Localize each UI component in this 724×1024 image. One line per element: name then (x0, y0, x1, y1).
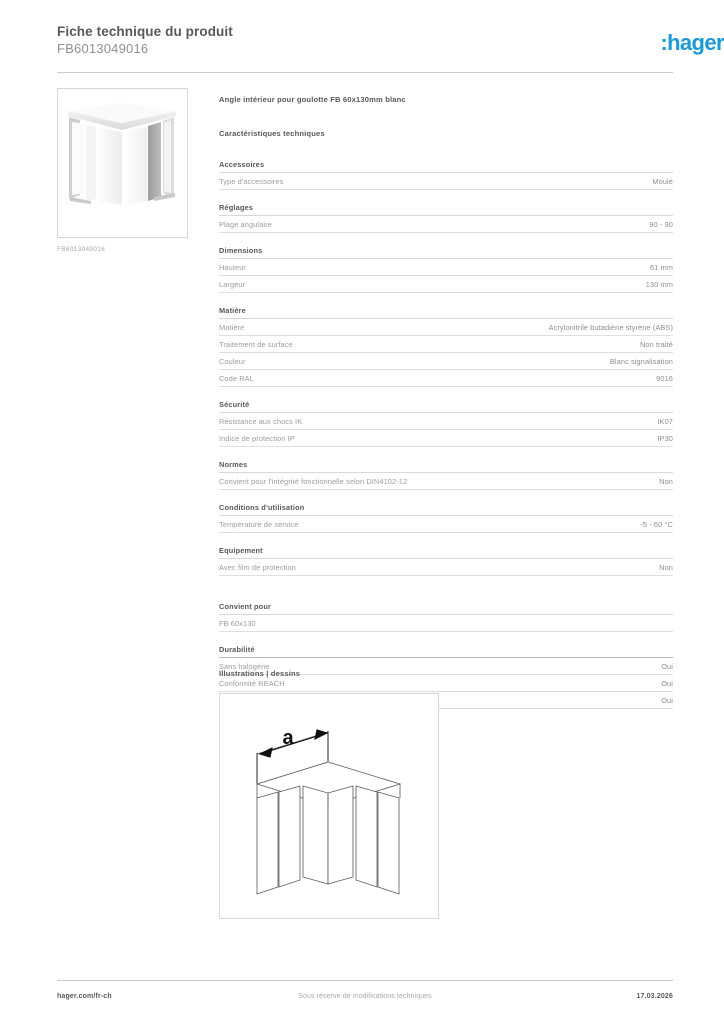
spec-row-label: Avec film de protection (219, 563, 296, 572)
spec-group (219, 160, 673, 190)
spec-group-title: Equipement (219, 546, 673, 559)
spec-row-value: Oui (661, 696, 673, 705)
page-title: Fiche technique du produit (57, 24, 233, 39)
spec-row-value: IP30 (657, 434, 673, 443)
spec-row-label: Température de service (219, 520, 299, 529)
spec-row (219, 516, 673, 533)
spec-group-title: Réglages (219, 203, 673, 216)
spec-row-label: Plage angulaire (219, 220, 272, 229)
spec-group-title: Matière (219, 306, 673, 319)
drawings-section (219, 669, 673, 919)
spec-row (219, 353, 673, 370)
spec-group (219, 546, 673, 576)
spec-group (219, 203, 673, 233)
spec-row (219, 413, 673, 430)
spec-row-label: FB 60x130 (219, 619, 256, 628)
header-divider (57, 72, 673, 73)
spec-row-label: Convient pour l'intégrité fonctionnelle selon DIN4102-12 (219, 477, 408, 486)
hager-logo: :hager (660, 30, 724, 55)
product-figure (57, 88, 188, 253)
spec-row-value: -5 - 60 °C (640, 520, 673, 529)
spec-row (219, 259, 673, 276)
spec-group (219, 503, 673, 533)
spec-group (219, 306, 673, 387)
spec-row (219, 473, 673, 490)
spec-row-value: Moulé (652, 177, 673, 186)
spec-row-value: Oui (661, 662, 673, 671)
footer-date: 17.03.2026 (636, 993, 673, 1000)
spec-row-value: Non traité (639, 340, 673, 349)
technical-line-drawing-inner-corner-icon (220, 694, 438, 918)
spec-row-value: 90 - 90 (649, 220, 673, 229)
footer-website[interactable]: hager.com/fr-ch (57, 993, 112, 1000)
spec-group-title: Normes (219, 460, 673, 473)
spec-group-title: Conditions d'utilisation (219, 503, 673, 516)
specifications-column (219, 95, 673, 722)
spec-group (219, 246, 673, 293)
spec-row (219, 276, 673, 293)
spec-group-title: Durabilité (219, 645, 673, 658)
spec-row-value: 130 mm (645, 280, 673, 289)
spec-group-title: Dimensions (219, 246, 673, 259)
spec-row-value: Blanc signalisation (609, 357, 673, 366)
spec-group (219, 460, 673, 490)
product-reference: FB6013049016 (57, 41, 149, 56)
spec-row-label: Matière (219, 323, 245, 332)
spec-row-value: Non (659, 563, 673, 572)
spec-row-label: Type d'accessoires (219, 177, 284, 186)
spec-group (219, 602, 673, 632)
spec-groups (219, 160, 673, 709)
spec-row (219, 615, 673, 632)
spec-section-heading: Caractéristiques techniques (219, 129, 325, 138)
footer-disclaimer: Sous réserve de modifications techniques (298, 993, 432, 1000)
spec-row (219, 370, 673, 387)
spec-row (219, 430, 673, 447)
spec-group (219, 400, 673, 447)
product-photo (57, 88, 188, 238)
page-footer (57, 993, 673, 1007)
product-name: Angle intérieur pour goulotte FB 60x130mm blanc (219, 95, 406, 104)
spec-row (219, 336, 673, 353)
spec-row-label: Largeur (219, 280, 246, 289)
spec-group-title: Sécurité (219, 400, 673, 413)
spec-row-label: Sans halogène (219, 662, 270, 671)
page-header (57, 24, 673, 70)
product-photo-caption: FB6013049016 (57, 246, 106, 253)
product-photo-inner-corner-trunking-icon (58, 89, 187, 237)
spec-row-value: Non (659, 477, 673, 486)
spec-group-title: Convient pour (219, 602, 673, 615)
spec-row-value: 9016 (656, 374, 673, 383)
spec-row (219, 319, 673, 336)
spec-row (219, 216, 673, 233)
spec-row-label: Code RAL (219, 374, 254, 383)
spec-row-label: Résistance aux chocs IK (219, 417, 303, 426)
spec-row-label: Couleur (219, 357, 246, 366)
drawing-frame (219, 693, 439, 919)
footer-divider (57, 980, 673, 981)
spec-row-value: IK07 (657, 417, 673, 426)
dimension-label-a: a (282, 727, 294, 749)
spec-row-label: Conformité REACH (219, 679, 285, 688)
spec-row-value: Oui (661, 679, 673, 688)
spec-row-label: Hauteur (219, 263, 246, 272)
spec-group-title: Accessoires (219, 160, 673, 173)
spec-row (219, 173, 673, 190)
spec-row-value: 61 mm (649, 263, 673, 272)
spec-row-label: Traitement de surface (219, 340, 293, 349)
spec-row-value: Acrylonitrile butadiène styrène (ABS) (548, 323, 673, 332)
drawings-title: Illustrations | dessins (219, 669, 301, 678)
spec-row-label: Indice de protection IP (219, 434, 295, 443)
spec-row (219, 559, 673, 576)
